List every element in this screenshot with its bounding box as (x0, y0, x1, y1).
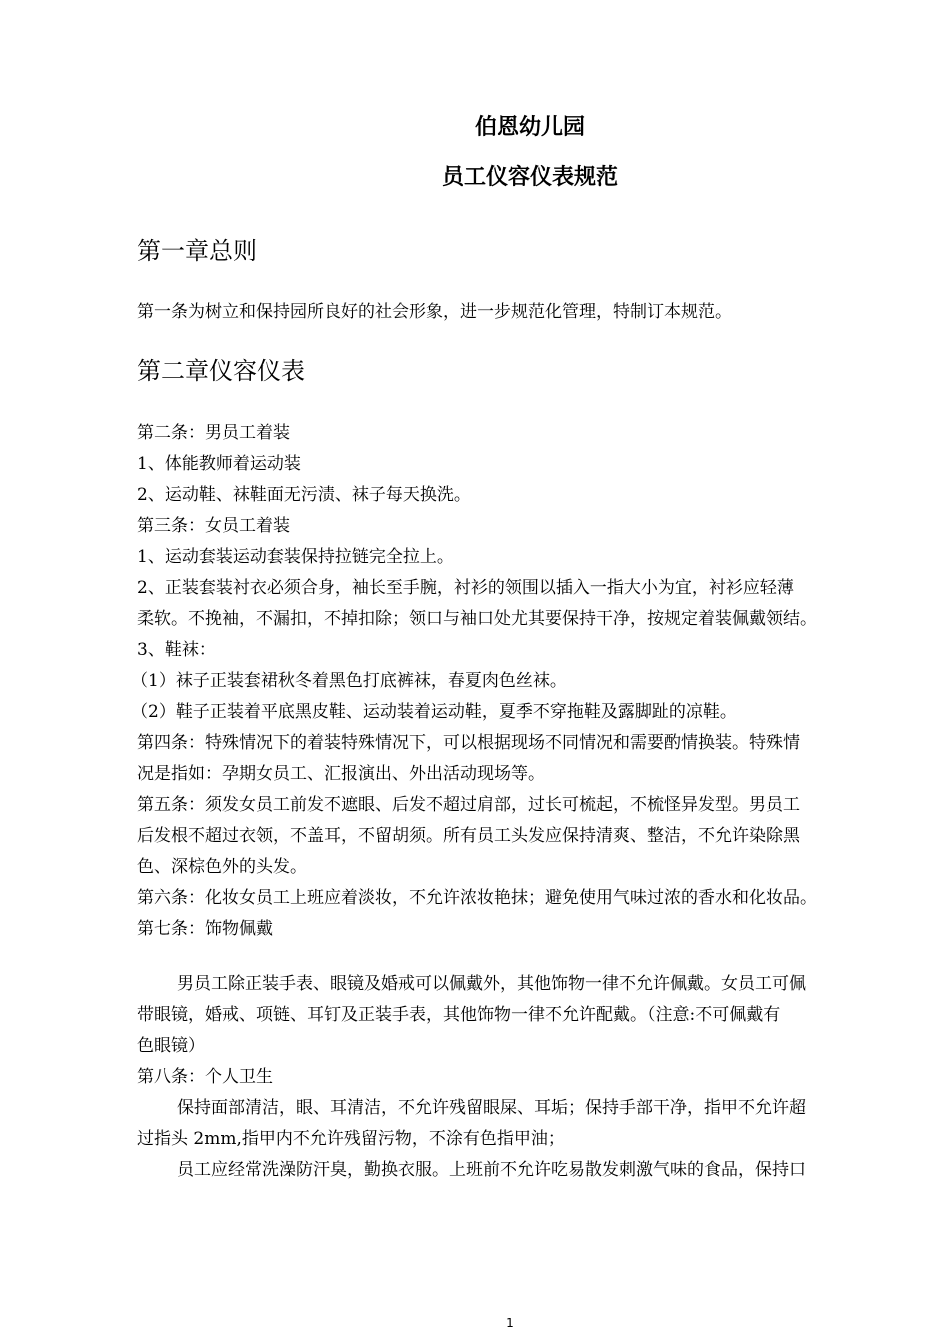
paragraph-line: 后发根不超过衣领，不盖耳，不留胡须。所有员工头发应保持清爽、整洁，不允许染除黑 (137, 826, 800, 846)
paragraph-line: 第五条：须发女员工前发不遮眼、后发不超过肩部，过长可梳起，不梳怪异发型。男员工 (137, 795, 800, 815)
paragraph-line: 第七条：饰物佩戴 (137, 919, 273, 939)
paragraph-line: 第一条为树立和保持园所良好的社会形象，进一步规范化管理，特制订本规范。 (137, 302, 732, 322)
paragraph-line: 1、体能教师着运动装 (137, 454, 301, 474)
document-subtitle: 员工仪容仪表规范 (441, 165, 618, 190)
paragraph-line: 色、深棕色外的头发。 (137, 857, 307, 877)
paragraph-line: 保持面部清洁，眼、耳清洁，不允许残留眼屎、耳垢；保持手部干净，指甲不允许超 (177, 1098, 806, 1118)
paragraph-line: 3、鞋袜： (137, 640, 216, 660)
paragraph-line: 2、运动鞋、袜鞋面无污渍、袜子每天换洗。 (137, 485, 471, 505)
chapter-heading: 第二章仪容仪表 (137, 357, 305, 385)
paragraph-line: 带眼镜，婚戒、项链、耳钉及正装手表，其他饰物一律不允许配戴。（注意:不可佩戴有 (137, 1005, 781, 1025)
paragraph-line: 第四条：特殊情况下的着装特殊情况下，可以根据现场不同情况和需要酌情换装。特殊情 (137, 733, 800, 753)
paragraph-line: 第三条：女员工着装 (137, 516, 290, 536)
paragraph-line: 男员工除正装手表、眼镜及婚戒可以佩戴外，其他饰物一律不允许佩戴。女员工可佩 (177, 974, 806, 994)
paragraph-line: 第六条：化妆女员工上班应着淡妆，不允许浓妆艳抹；避免使用气味过浓的香水和化妆品。 (137, 888, 817, 908)
paragraph-line: 第八条：个人卫生 (137, 1067, 273, 1087)
paragraph-line: 第二条：男员工着装 (137, 423, 290, 443)
paragraph-line: 过指头 2mm,指甲内不允许残留污物，不涂有色指甲油； (137, 1129, 565, 1149)
paragraph-line: 1、运动套装运动套装保持拉链完全拉上。 (137, 547, 454, 567)
paragraph-line: 况是指如：孕期女员工、汇报演出、外出活动现场等。 (137, 764, 545, 784)
paragraph-line: 色眼镜） (137, 1036, 205, 1056)
paragraph-line: 2、正装套装衬衣必须合身，袖长至手腕，衬衫的领围以插入一指大小为宜，衬衫应轻薄 (137, 578, 794, 598)
page-number: 1 (506, 1316, 514, 1330)
document-title: 伯恩幼儿园 (474, 115, 585, 140)
chapter-heading: 第一章总则 (137, 237, 257, 265)
paragraph-line: （1）袜子正装套裙秋冬着黑色打底裤袜，春夏肉色丝袜。 (131, 671, 567, 691)
paragraph-line: （2）鞋子正装着平底黑皮鞋、运动装着运动鞋，夏季不穿拖鞋及露脚趾的凉鞋。 (131, 702, 737, 722)
paragraph-line: 员工应经常洗澡防汗臭，勤换衣服。上班前不允许吃易散发刺激气味的食品，保持口 (177, 1160, 806, 1180)
paragraph-line: 柔软。不挽袖，不漏扣，不掉扣除；领口与袖口处尤其要保持干净，按规定着装佩戴领结。 (137, 609, 817, 629)
